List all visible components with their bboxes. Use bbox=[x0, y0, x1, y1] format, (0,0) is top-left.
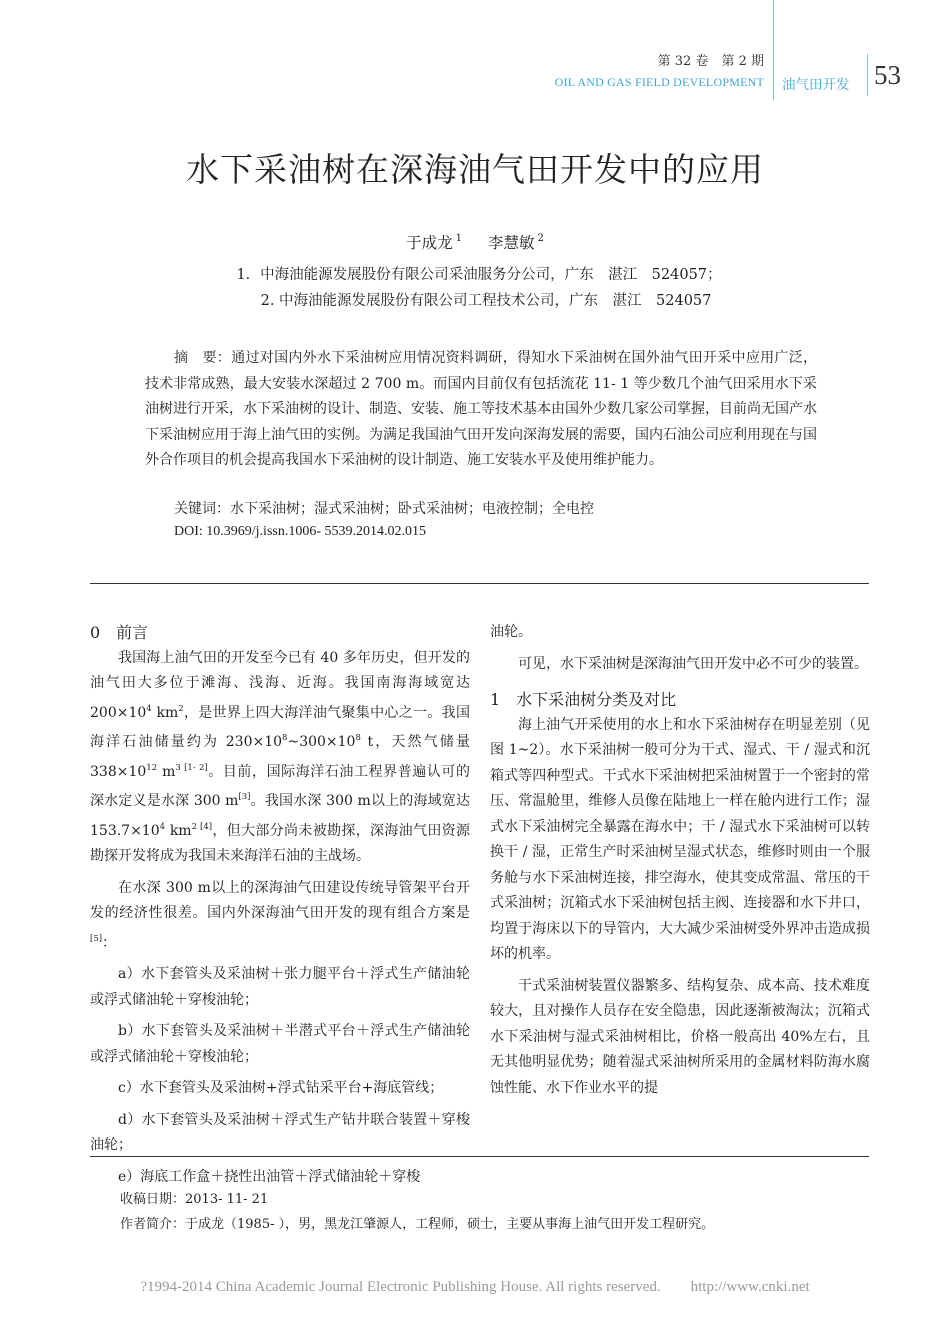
list-item: e）海底工作盒＋挠性出油管＋浮式储油轮＋穿梭 bbox=[118, 1168, 421, 1185]
body-paragraph: 在水深 300 m以上的深海油气田建设传统导管架平台开发的经济性很差。国内外深海油气田开发的现有组合方案是[5]： bbox=[90, 879, 470, 951]
author-name: 李慧敏 bbox=[488, 234, 535, 252]
article-title: 水下采油树在深海油气田开发中的应用 bbox=[186, 150, 764, 189]
citation-ref: [5] bbox=[90, 933, 103, 944]
copyright-notice: ?1994-2014 China Academic Journal Electronic Publishing House. All rights reserved. http://www.cnki.net bbox=[140, 1279, 810, 1295]
body-paragraph: 可见，水下采油树是深海油气田开发中必不可少的装置。 bbox=[518, 655, 868, 672]
citation-ref: 3 [1- 2] bbox=[175, 762, 208, 773]
author-affiliation-mark: 1 bbox=[455, 233, 462, 244]
right-column bbox=[490, 620, 870, 1101]
section-heading: 1 水下采油树分类及对比 bbox=[490, 690, 677, 709]
keywords: 关键词：水下采油树；湿式采油树；卧式采油树；电液控制；全电控 bbox=[174, 501, 594, 517]
doi[interactable]: DOI: 10.3969/j.issn.1006- 5539.2014.02.015 bbox=[174, 524, 426, 539]
list-item: a）水下套管头及采油树＋张力腿平台＋浮式生产储油轮或浮式储油轮＋穿梭油轮； bbox=[90, 966, 470, 1008]
received-date: 收稿日期：2013- 11- 21 bbox=[120, 1192, 269, 1207]
header-divider bbox=[773, 0, 774, 100]
footnote-divider bbox=[90, 1156, 869, 1157]
journal-name-english: OIL AND GAS FIELD DEVELOPMENT bbox=[554, 75, 764, 89]
author-name: 于成龙 bbox=[406, 234, 453, 252]
page-number-divider bbox=[867, 54, 868, 96]
left-column bbox=[90, 620, 470, 1190]
affiliation-2: 2. 中海油能源发展股份有限公司工程技术公司，广东 湛江 524057 bbox=[260, 293, 712, 309]
list-item: c）水下套管头及采油树+浮式钻采平台+海底管线； bbox=[118, 1080, 444, 1096]
author-list bbox=[0, 231, 950, 253]
body-paragraph: 干式采油树装置仪器繁多、结构复杂、成本高、技术难度较大，且对操作人员存在安全隐患，因此逐渐被淘汰；沉箱式水下采油树与湿式采油树相比，价格一般高出 40%左右，且无其他明显优势；随着湿式采油树所采用的金属材料防海水腐蚀性能、水下作业水平的提 bbox=[490, 977, 870, 1096]
citation-ref: 2 [4] bbox=[191, 821, 213, 832]
list-item: d）水下套管头及采油树＋浮式生产钻井联合装置＋穿梭油轮； bbox=[90, 1111, 470, 1153]
body-paragraph: 我国海上油气田的开发至今已有 40 多年历史，但开发的油气田大多位于滩海、浅海、近海。我国南海海域宽达 $200\times 10^4$ $km^2$，是世界上四大海洋油气聚集中心之一。我国海洋石油储量约为 $230\times 10^8\sim 300\times 10^8$ t，天然气储量 $338\times 10^{12}$ $m^{3 [1- 2]}$。目前，国际海洋石油工程界普遍认可的深水定义是水深 300 m[3]。我国水深 300 m以上的海域宽达 $153.7\times 10^4$ $km^{2 [4]}$，但大部分尚未被勘探，深海油气田资源勘探开发将成为我国未来海洋石油的主战场。 bbox=[90, 649, 471, 864]
abstract: 摘 要：通过对国内外水下采油树应用情况资料调研，得知水下采油树在国外油气田开采中应用广泛，技术非常成熟，最大安装水深超过 2 700 m。而国内目前仅有包括流花 11- 1 等少数几个油气田采用水下采油树进行开采，水下采油树的设计、制造、安装、施工等技术基本由国外少数几家公司掌握，目前尚无国产水下采油树应用于海上油气田的实例。为满足我国油气田开发向深海发展的需要，国内石油公司应利用现在与国外合作项目的机会提高我国水下采油树的设计制造、施工安装水平及使用维护能力。 bbox=[145, 350, 817, 468]
section-heading: 0 前言 bbox=[90, 623, 149, 642]
section-divider bbox=[90, 583, 869, 584]
list-item: b）水下套管头及采油树＋半潜式平台＋浮式生产储油轮或浮式储油轮＋穿梭油轮； bbox=[90, 1023, 470, 1065]
journal-name-chinese: 油气田开发 bbox=[782, 77, 850, 93]
citation-ref: [3] bbox=[238, 792, 251, 802]
journal-volume-issue: 第 32 卷 第 2 期 bbox=[657, 54, 764, 69]
affiliation-1: 1．中海油能源发展股份有限公司采油服务分公司，广东 湛江 524057； bbox=[236, 267, 722, 283]
body-paragraph: 油轮。 bbox=[490, 624, 532, 640]
author-affiliation-mark: 2 bbox=[537, 233, 544, 244]
author-bio: 作者简介：于成龙（1985- ），男，黑龙江肇源人，工程师，硕士，主要从事海上油气田开发工程研究。 bbox=[120, 1217, 715, 1232]
body-paragraph: 海上油气开采使用的水上和水下采油树存在明显差别（见图 1~2）。水下采油树一般可分为干式、湿式、干 / 湿式和沉箱式等四种型式。干式水下采油树把采油树置于一个密封的常压、常温舱里，维修人员像在陆地上一样在舱内进行工作；湿式水下采油树完全暴露在海水中；干 / 湿式水下采油树可以转换干 / 湿，正常生产时采油树呈湿式状态，维修时则由一个服务舱与水下采油树连接，排空海水，使其变成常温、常压的干式采油树；沉箱式水下采油树包括主阀、连接器和水下井口，均置于海床以下的导管内，大大减少采油树受外界冲击造成损坏的机率。 bbox=[490, 716, 870, 962]
page-number: 53 bbox=[874, 60, 901, 90]
